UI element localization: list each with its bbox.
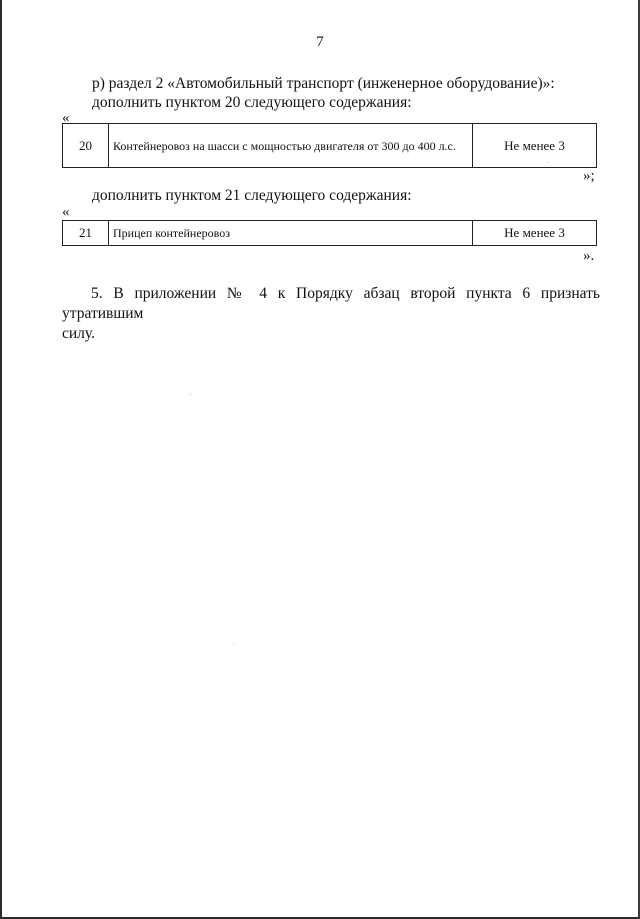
row-value-cell: Не менее 3	[473, 124, 597, 168]
page-number: 7	[316, 34, 324, 50]
row-name-cell: Контейнеровоз на шасси с мощностью двигателя от 300 до 400 л.с.	[109, 124, 473, 168]
item-5-line-1: 5. В приложении № 4 к Порядку абзац второй пункта 6 признать утратившим	[62, 285, 600, 322]
amendment-2-close-quote: ».	[583, 248, 595, 264]
amendment-2-table	[62, 220, 597, 246]
amendment-2-intro: дополнить пунктом 21 следующего содержания:	[92, 187, 412, 204]
scan-speck	[548, 162, 549, 163]
row-number-cell: 21	[63, 221, 109, 246]
table-row	[63, 221, 597, 246]
section-heading: р) раздел 2 «Автомобильный транспорт (инженерное оборудование)»:	[92, 75, 555, 92]
item-5-line-2: силу.	[62, 325, 95, 342]
scan-speck	[233, 643, 234, 644]
amendment-1-intro: дополнить пунктом 20 следующего содержания:	[92, 94, 412, 111]
row-number-cell: 20	[63, 124, 109, 168]
amendment-1-table	[62, 123, 597, 168]
amendment-1-close-quote: »;	[583, 168, 595, 184]
item-5-paragraph	[62, 284, 600, 344]
table-row	[63, 124, 597, 168]
row-name-cell: Прицеп контейнеровоз	[109, 221, 473, 246]
row-value-cell: Не менее 3	[473, 221, 597, 246]
amendment-1-open-quote: «	[62, 110, 70, 126]
amendment-2-open-quote: «	[62, 204, 70, 220]
scan-speck	[190, 394, 191, 395]
